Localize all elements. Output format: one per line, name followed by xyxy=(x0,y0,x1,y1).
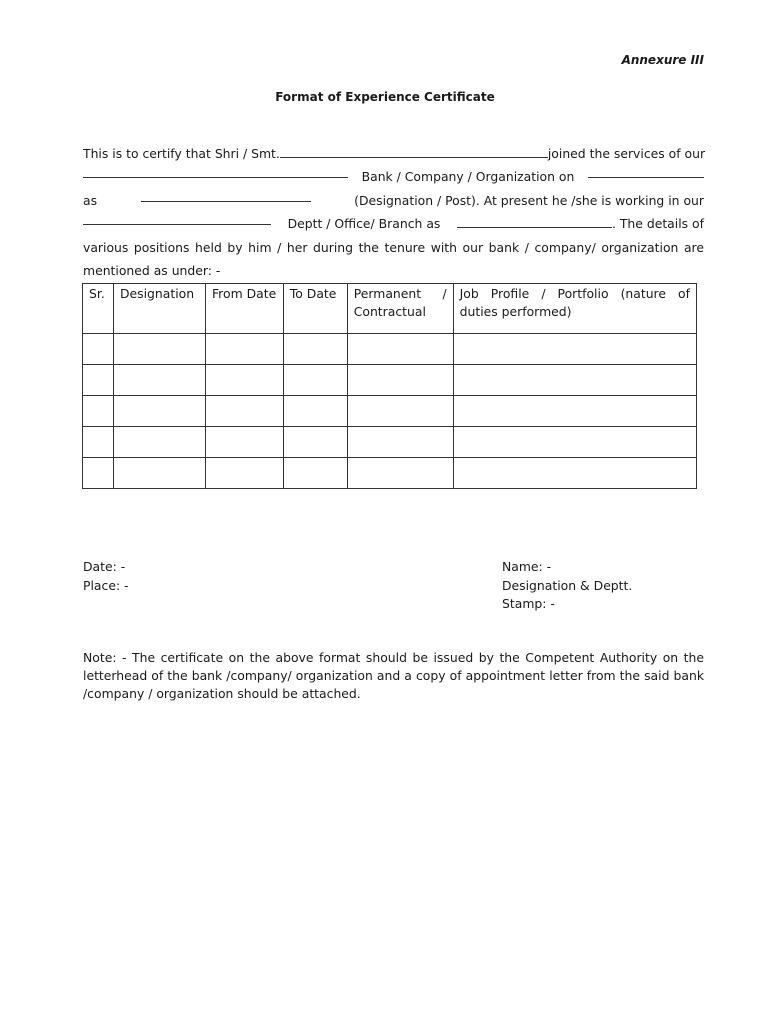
table-cell xyxy=(83,365,114,396)
place-label: Place: - xyxy=(83,577,129,593)
name-label: Name: - xyxy=(502,559,552,574)
table-cell xyxy=(283,458,347,489)
designation-deptt-label: Designation & Deptt. xyxy=(502,577,633,593)
col-header-from-date: From Date xyxy=(205,284,283,334)
table-cell xyxy=(283,365,347,396)
table-cell xyxy=(347,427,453,458)
table-cell xyxy=(113,334,205,365)
table-cell xyxy=(347,365,453,396)
note-paragraph: Note: - The certificate on the above format should be issued by the Competent Authority on the letterhead of the bank /company/ organization and a copy of appointment letter from the said bank /company / organization should be attached. xyxy=(83,650,704,702)
table-cell xyxy=(83,334,114,365)
body-text-1b: joined the services of our xyxy=(547,146,706,161)
body-line-2 xyxy=(83,165,704,188)
body-text-4b: . The details of xyxy=(611,216,704,232)
table-cell xyxy=(347,396,453,427)
name-blank xyxy=(280,145,548,158)
table-cell xyxy=(113,396,205,427)
body-text-1a: This is to certify that Shri / Smt. xyxy=(83,146,280,161)
table-cell xyxy=(453,334,696,365)
positions-table xyxy=(82,283,697,489)
table-cell xyxy=(205,458,283,489)
body-line-5 xyxy=(83,236,704,259)
table-row xyxy=(83,458,697,489)
body-text-5: various positions held by him / her during the tenure with our bank / company/ organization are xyxy=(83,239,704,255)
table-cell xyxy=(347,458,453,489)
stamp-label: Stamp: - xyxy=(502,596,555,611)
table-cell xyxy=(205,365,283,396)
body-line-1 xyxy=(83,142,704,165)
table-cell xyxy=(453,458,696,489)
table-cell xyxy=(113,365,205,396)
table-cell xyxy=(205,427,283,458)
body-line-3 xyxy=(83,189,704,212)
table-cell xyxy=(205,334,283,365)
table-cell xyxy=(205,396,283,427)
table-cell xyxy=(113,427,205,458)
body-text-3a: as xyxy=(83,192,98,208)
body-text-2a: Bank / Company / Organization on xyxy=(361,169,575,185)
table-cell xyxy=(83,458,114,489)
certificate-body xyxy=(83,142,704,282)
designation-blank xyxy=(141,189,311,202)
col-header-to-date: To Date xyxy=(283,284,347,334)
table-header-row xyxy=(83,284,697,334)
date-label: Date: - xyxy=(83,559,126,574)
table-cell xyxy=(283,334,347,365)
col-header-designation: Designation xyxy=(113,284,205,334)
organization-blank xyxy=(83,165,348,178)
col-header-job-profile: Job Profile / Portfolio (nature of duties performed) xyxy=(453,284,696,334)
body-line-6 xyxy=(83,259,704,282)
table-cell xyxy=(347,334,453,365)
table-cell xyxy=(453,396,696,427)
body-line-4 xyxy=(83,212,704,235)
signature-right-block xyxy=(502,558,632,614)
signature-left-block xyxy=(83,558,129,595)
table-cell xyxy=(113,458,205,489)
table-cell xyxy=(453,427,696,458)
col-header-permanent-contractual: Permanent / Contractual xyxy=(347,284,453,334)
table-cell xyxy=(283,427,347,458)
branch-blank xyxy=(457,215,612,228)
table-cell xyxy=(453,365,696,396)
document-title: Format of Experience Certificate xyxy=(275,90,495,104)
body-text-3b: (Designation / Post). At present he /she is working in our xyxy=(354,192,704,208)
annexure-label: Annexure III xyxy=(621,53,704,67)
body-text-4a: Deptt / Office/ Branch as xyxy=(287,216,441,232)
table-cell xyxy=(283,396,347,427)
table-row xyxy=(83,396,697,427)
table-cell xyxy=(83,396,114,427)
table-row xyxy=(83,334,697,365)
joining-date-blank xyxy=(588,165,704,178)
deptt-blank xyxy=(83,212,271,225)
table-row xyxy=(83,427,697,458)
body-text-6: mentioned as under: - xyxy=(83,263,221,279)
table-cell xyxy=(83,427,114,458)
table-row xyxy=(83,365,697,396)
col-header-sr: Sr. xyxy=(83,284,114,334)
